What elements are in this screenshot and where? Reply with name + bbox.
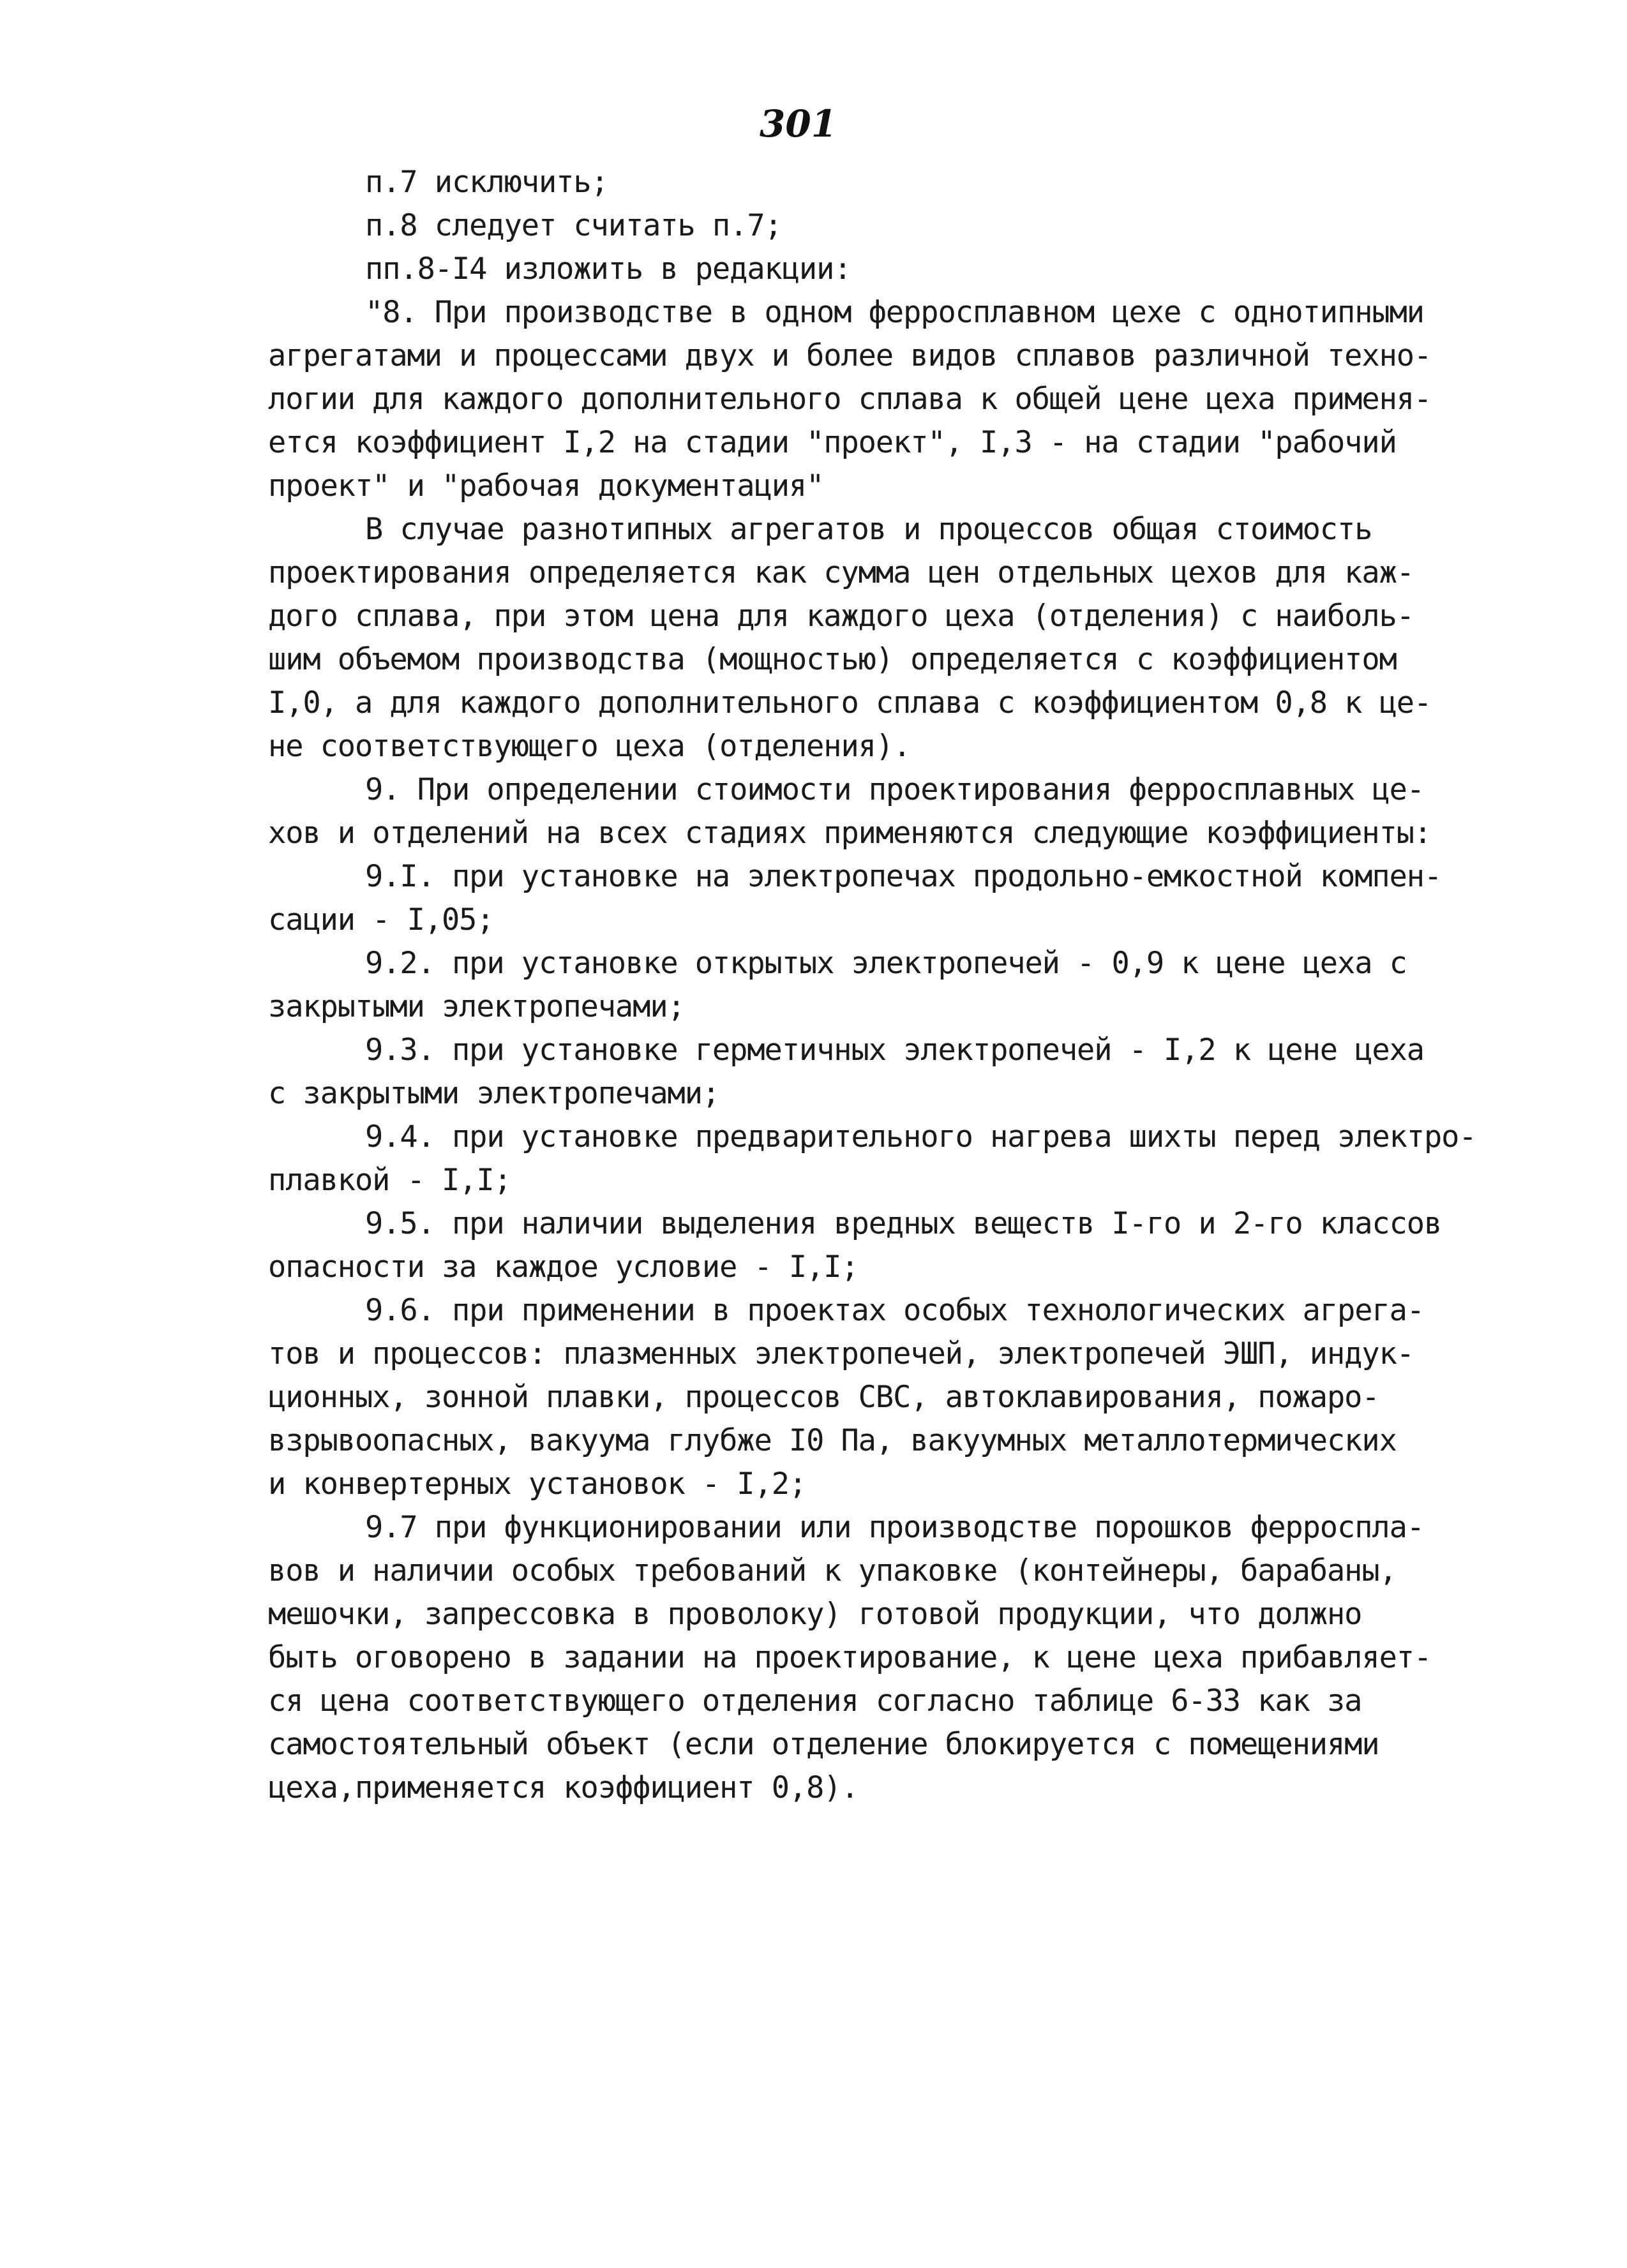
text-line: опасности за каждое условие - I,I; (268, 1250, 858, 1285)
text-line: В случае разнотипных агрегатов и процессов общая стоимость (365, 512, 1372, 547)
text-line: 9.4. при установке предварительного нагрева шихты перед электро- (365, 1119, 1476, 1154)
text-line: взрывоопасных, вакуума глубже I0 Па, вакуумных металлотермических (268, 1423, 1397, 1458)
text-line: хов и отделений на всех стадиях применяются следующие коэффициенты: (268, 816, 1432, 851)
text-line: 9.6. при применении в проектах особых технологических агрега- (365, 1293, 1424, 1328)
text-line: ся цена соответствующего отделения согласно таблице 6-33 как за (268, 1683, 1362, 1719)
text-line: ется коэффициент I,2 на стадии "проект", I,3 - на стадии "рабочий (268, 425, 1397, 460)
text-line: с закрытыми электропечами; (268, 1076, 720, 1111)
text-line: 9.7 при функционировании или производстве порошков ферроспла- (365, 1510, 1424, 1545)
document-body (268, 161, 1538, 1810)
text-line: проект" и "рабочая документация" (268, 468, 824, 504)
text-line: мешочки, запрессовка в проволоку) готовой продукции, что должно (268, 1597, 1362, 1632)
text-line: "8. При производстве в одном ферросплавном цехе с однотипными (365, 295, 1424, 330)
text-line: самостоятельный объект (если отделение блокируется с помещениями (268, 1727, 1379, 1762)
text-line: шим объемом производства (мощностью) определяется с коэффициентом (268, 642, 1397, 677)
text-line: 9. При определении стоимости проектирования ферросплавных це- (365, 772, 1424, 807)
page-number: 301 (760, 102, 837, 145)
text-line: пп.8-I4 изложить в редакции: (365, 251, 851, 287)
text-line: п.8 следует считать п.7; (365, 208, 782, 243)
text-line: проектирования определяется как сумма цен отдельных цехов для каж- (268, 555, 1414, 590)
text-line: 9.5. при наличии выделения вредных веществ I-го и 2-го классов (365, 1206, 1442, 1241)
text-line: 9.3. при установке герметичных электропечей - I,2 к цене цеха (365, 1033, 1424, 1068)
text-line: тов и процессов: плазменных электропечей, электропечей ЭШП, индук- (268, 1336, 1414, 1371)
text-line: логии для каждого дополнительного сплава к общей цене цеха применя- (268, 382, 1432, 417)
text-line: ционных, зонной плавки, процессов СВС, автоклавирования, пожаро- (268, 1380, 1379, 1415)
text-line: сации - I,05; (268, 902, 494, 937)
text-line: быть оговорено в задании на проектирование, к цене цеха прибавляет- (268, 1640, 1432, 1675)
text-line: не соответствующего цеха (отделения). (268, 729, 911, 764)
text-line: цеха,применяется коэффициент 0,8). (268, 1770, 858, 1805)
text-line: и конвертерных установок - I,2; (268, 1466, 807, 1502)
text-line: п.7 исключить; (365, 165, 608, 200)
text-line: 9.2. при установке открытых электропечей - 0,9 к цене цеха с (365, 946, 1407, 981)
text-line: 9.I. при установке на электропечах продольно-емкостной компен- (365, 859, 1442, 894)
text-line: вов и наличии особых требований к упаковке (контейнеры, барабаны, (268, 1553, 1397, 1588)
text-line: дого сплава, при этом цена для каждого цеха (отделения) с наиболь- (268, 599, 1414, 634)
text-line: плавкой - I,I; (268, 1163, 511, 1198)
text-line: I,0, а для каждого дополнительного сплава с коэффициентом 0,8 к це- (268, 685, 1432, 720)
text-line: закрытыми электропечами; (268, 989, 685, 1024)
text-line: агрегатами и процессами двух и более видов сплавов различной техно- (268, 338, 1432, 373)
